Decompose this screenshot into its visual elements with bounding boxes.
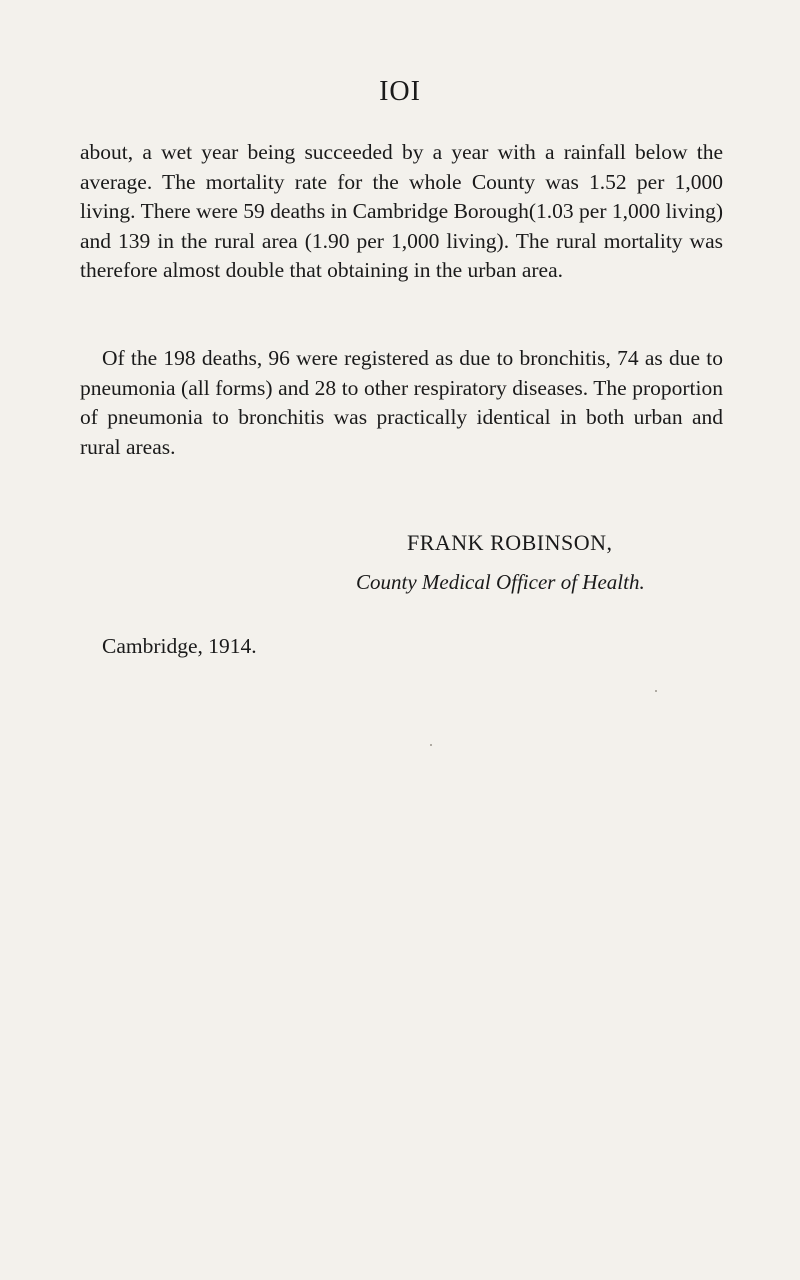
paper-speck [655,690,657,692]
paragraph-1: about, a wet year being succeeded by a year with a rainfall below the average. The mortality rate for the whole County was 1.52 per 1,000 living. There were 59 deaths in Cambridge Borough(1.03 per 1,000 living) and 139 in the rural area (1.90 per 1,000 living). The rural mortality was therefore almost double that obtaining in the urban area. [80,140,723,283]
paper-speck [430,744,432,746]
signature-title: County Medical Officer of Health. [356,570,645,594]
paragraph-2: Of the 198 deaths, 96 were registered as due to bronchitis, 74 as due to pneumonia (all forms) and 28 to other respiratory diseases. The proportion of pneumonia to bronchitis was practically identical in both urban and rural areas. [80,346,723,459]
page-number: IOI [379,76,421,107]
signature-name: FRANK ROBINSON, [407,530,613,555]
place-date: Cambridge, 1914. [102,634,257,658]
